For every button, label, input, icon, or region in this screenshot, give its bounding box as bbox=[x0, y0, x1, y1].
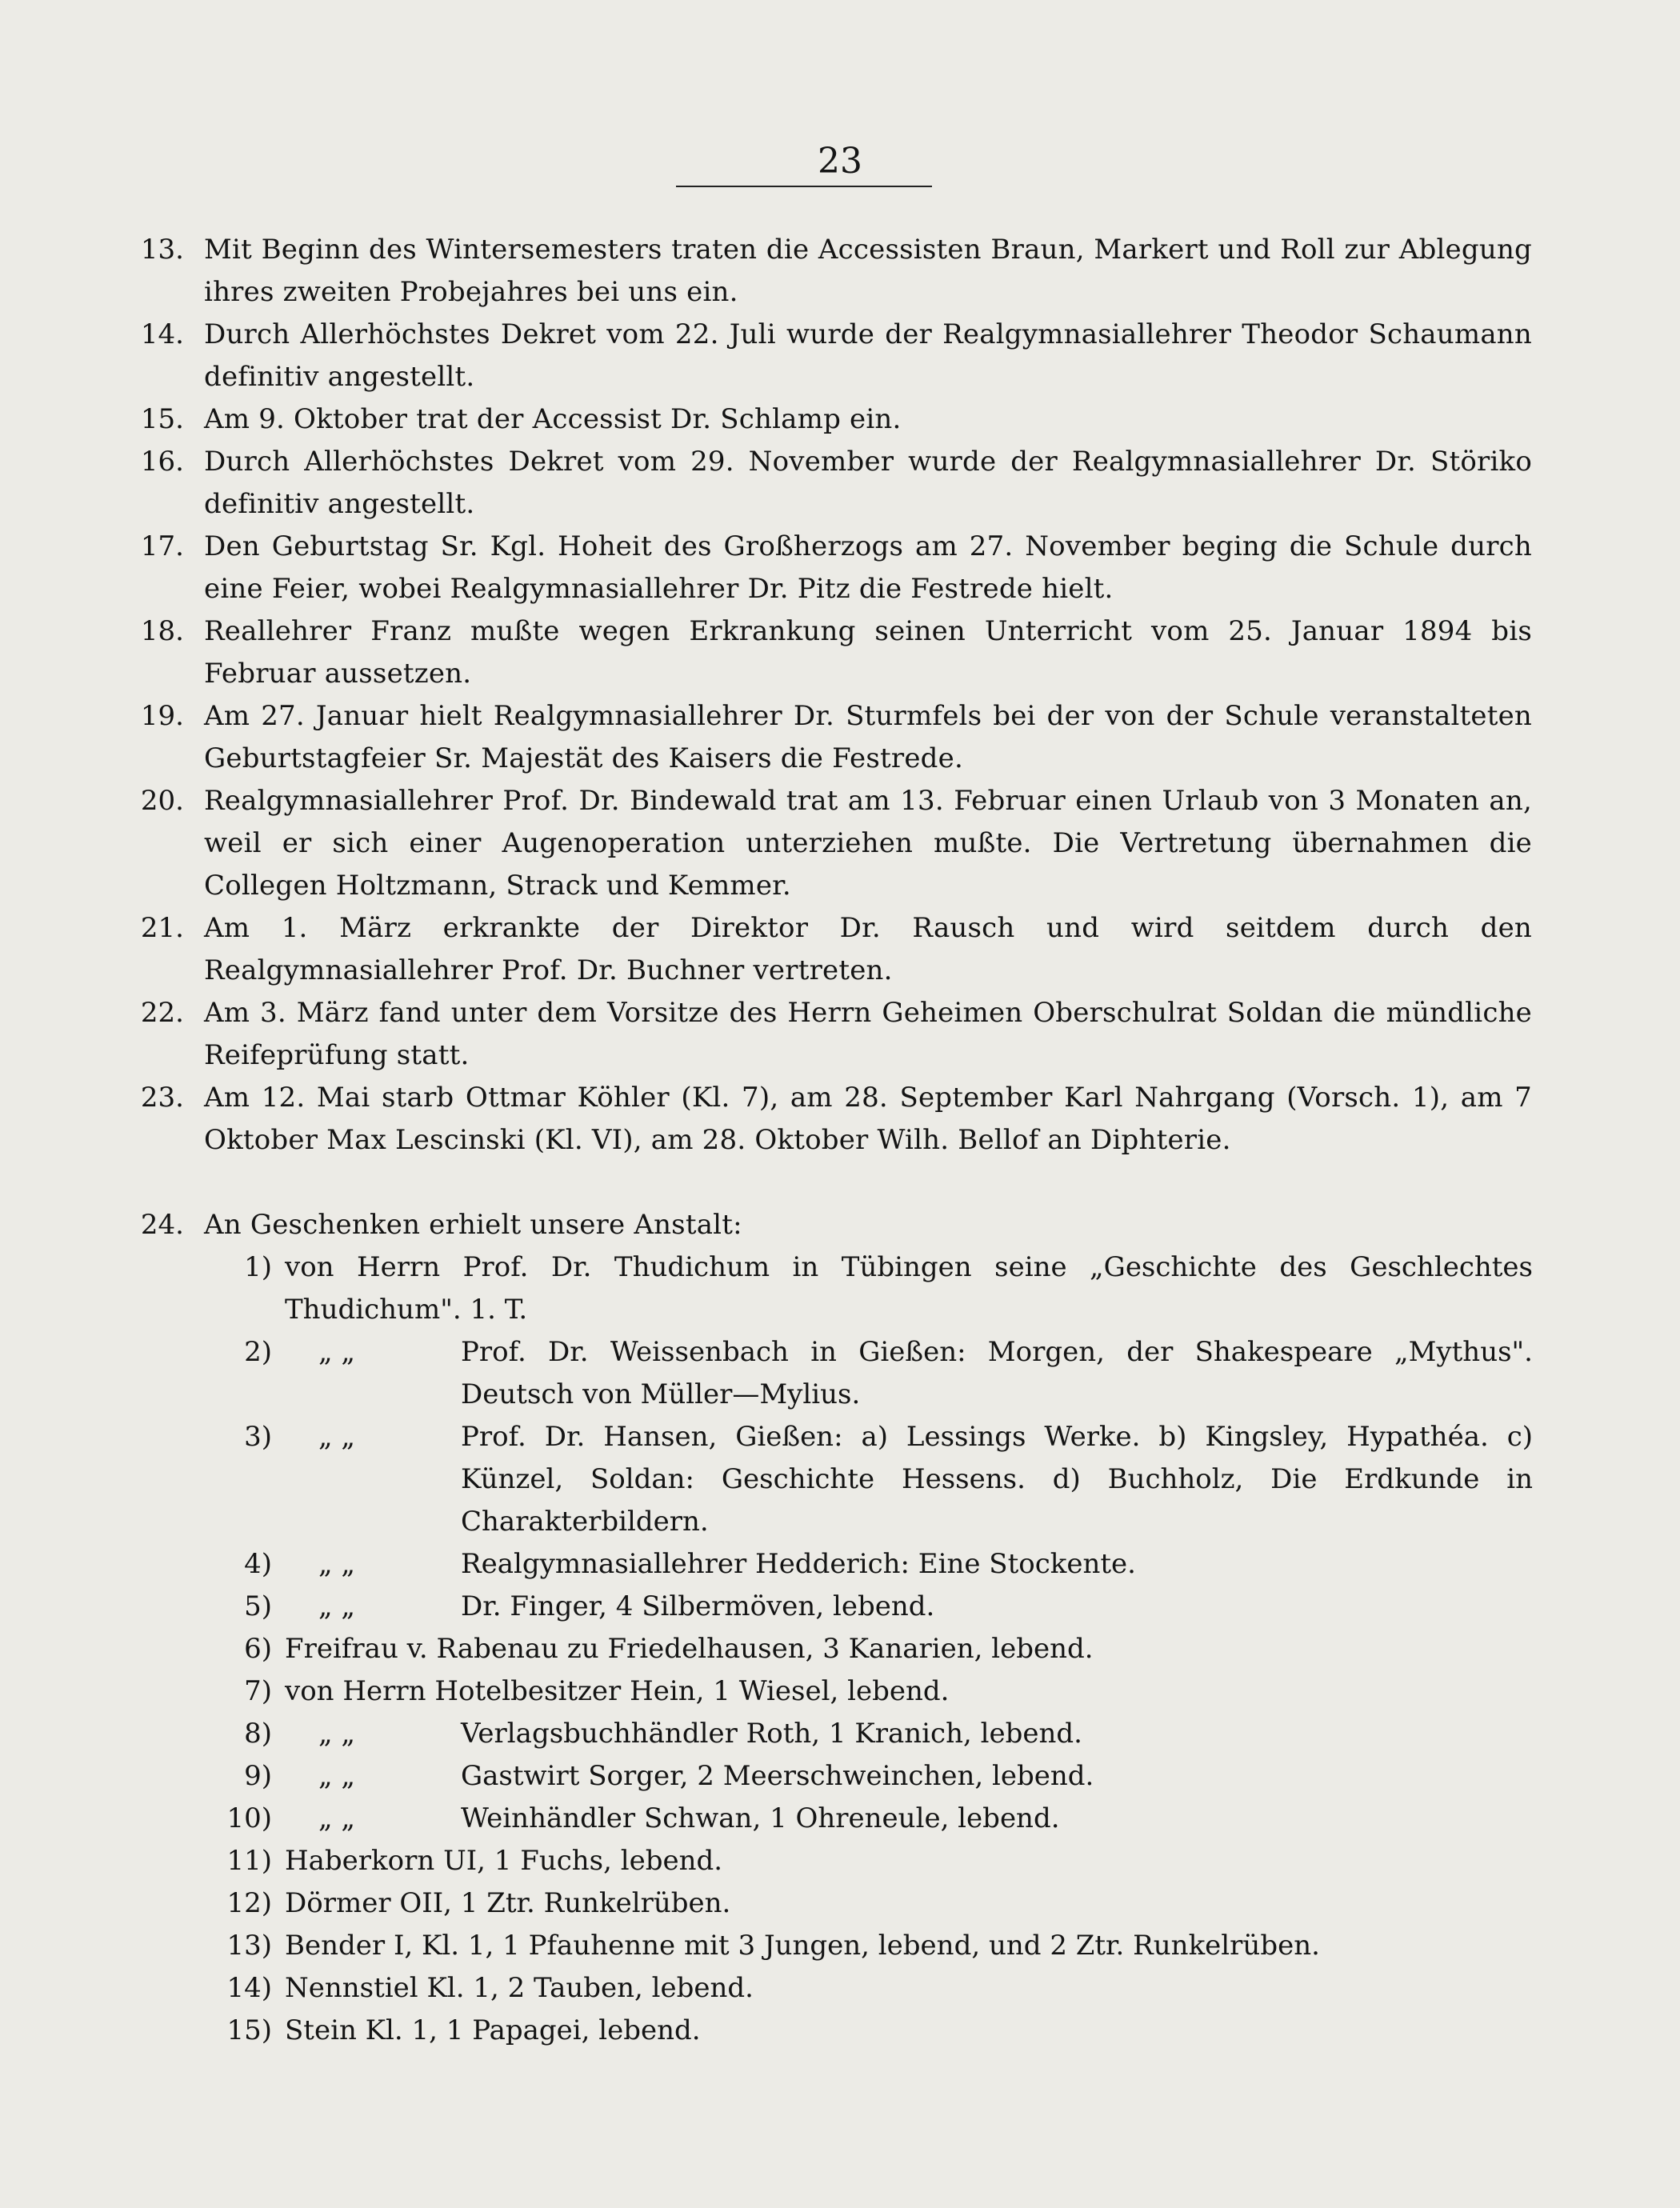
gift-item bbox=[0, 1331, 1680, 1416]
gift-number: 7) bbox=[244, 1675, 272, 1707]
gift-item bbox=[0, 1246, 1680, 1331]
gift-item bbox=[0, 1670, 1680, 1713]
item-number: 24. bbox=[140, 1209, 184, 1241]
ditto-marks: „ „ bbox=[318, 1421, 356, 1453]
item-number: 15. bbox=[140, 403, 184, 435]
item-number: 20. bbox=[140, 785, 184, 817]
gift-text: Prof. Dr. Weissenbach in Gießen: Morgen, der Shakespeare „Mythus". Deutsch von Müller—Mylius. bbox=[461, 1336, 1533, 1410]
item-text: Reallehrer Franz mußte wegen Erkrankung seinen Unterricht vom 25. Januar 1894 bis Februar aussetzen. bbox=[204, 615, 1532, 690]
gift-text: Dörmer OII, 1 Ztr. Runkelrüben. bbox=[285, 1887, 731, 1919]
gift-number: 13) bbox=[226, 1930, 272, 1962]
item-text: An Geschenken erhielt unsere Anstalt: bbox=[204, 1209, 742, 1241]
gift-list bbox=[0, 1246, 1680, 2052]
gift-number: 12) bbox=[226, 1887, 272, 1919]
ditto-marks: „ „ bbox=[318, 1548, 356, 1580]
item-number: 14. bbox=[140, 318, 184, 350]
gift-item bbox=[0, 1543, 1680, 1586]
gift-item bbox=[0, 2010, 1680, 2052]
item-number: 22. bbox=[140, 997, 184, 1029]
gift-item bbox=[0, 1967, 1680, 2010]
item-number: 19. bbox=[140, 700, 184, 732]
item-number: 23. bbox=[140, 1082, 184, 1114]
list-item bbox=[0, 695, 1680, 780]
item-text: Am 3. März fand unter dem Vorsitze des Herrn Geheimen Oberschulrat Soldan die mündliche Reifeprüfung statt. bbox=[204, 997, 1532, 1071]
item-text: Durch Allerhöchstes Dekret vom 22. Juli wurde der Realgymnasiallehrer Theodor Schaumann definitiv angestellt. bbox=[204, 318, 1532, 393]
gift-text: Verlagsbuchhändler Roth, 1 Kranich, lebend. bbox=[461, 1718, 1082, 1750]
gift-item bbox=[0, 1628, 1680, 1670]
gift-number: 9) bbox=[244, 1760, 272, 1792]
list-item bbox=[0, 992, 1680, 1077]
item-text: Den Geburtstag Sr. Kgl. Hoheit des Großherzogs am 27. November beging die Schule durch eine Feier, wobei Realgymnasiallehrer Dr. Pitz die Festrede hielt. bbox=[204, 530, 1532, 605]
gift-item bbox=[0, 1798, 1680, 1840]
gift-text: Freifrau v. Rabenau zu Friedelhausen, 3 Kanarien, lebend. bbox=[285, 1633, 1094, 1665]
item-text: Am 12. Mai starb Ottmar Köhler (Kl. 7), am 28. September Karl Nahrgang (Vorsch. 1), am 7 Oktober Max Lescinski (Kl. VI), am 28. Oktober Wilh. Bellof an Diphterie. bbox=[204, 1082, 1532, 1156]
list-item bbox=[0, 314, 1680, 398]
ditto-marks: „ „ bbox=[318, 1718, 356, 1750]
gift-item bbox=[0, 1416, 1680, 1543]
ditto-marks: „ „ bbox=[318, 1336, 356, 1368]
gift-number: 11) bbox=[226, 1845, 272, 1877]
item-text: Durch Allerhöchstes Dekret vom 29. November wurde der Realgymnasiallehrer Dr. Störiko definitiv angestellt. bbox=[204, 446, 1532, 520]
gift-item bbox=[0, 1713, 1680, 1755]
gift-text: Stein Kl. 1, 1 Papagei, lebend. bbox=[285, 2014, 701, 2046]
gift-text: Realgymnasiallehrer Hedderich: Eine Stockente. bbox=[461, 1548, 1136, 1580]
list-item bbox=[0, 398, 1680, 441]
gift-number: 4) bbox=[244, 1548, 272, 1580]
gift-text: Nennstiel Kl. 1, 2 Tauben, lebend. bbox=[285, 1972, 754, 2004]
ditto-marks: „ „ bbox=[318, 1802, 356, 1834]
gift-number: 15) bbox=[226, 2014, 272, 2046]
ditto-marks: „ „ bbox=[318, 1590, 356, 1622]
list-item bbox=[0, 610, 1680, 695]
item-number: 17. bbox=[140, 530, 184, 562]
list-item bbox=[0, 229, 1680, 314]
list-item bbox=[0, 1204, 1680, 1246]
list-item bbox=[0, 526, 1680, 610]
page-number: 23 bbox=[818, 141, 862, 182]
gift-text: Weinhändler Schwan, 1 Ohreneule, lebend. bbox=[461, 1802, 1060, 1834]
gift-number: 14) bbox=[226, 1972, 272, 2004]
gift-number: 10) bbox=[226, 1802, 272, 1834]
gift-number: 6) bbox=[244, 1633, 272, 1665]
gift-number: 1) bbox=[244, 1251, 272, 1283]
gift-item bbox=[0, 1840, 1680, 1882]
list-item bbox=[0, 907, 1680, 992]
item-number: 16. bbox=[140, 446, 184, 478]
gift-item bbox=[0, 1755, 1680, 1798]
item-number: 21. bbox=[140, 912, 184, 944]
item-number: 13. bbox=[140, 234, 184, 266]
ditto-marks: „ „ bbox=[318, 1760, 356, 1792]
gift-number: 2) bbox=[244, 1336, 272, 1368]
gift-text: Bender I, Kl. 1, 1 Pfauhenne mit 3 Jungen, lebend, und 2 Ztr. Runkelrüben. bbox=[285, 1930, 1320, 1962]
gift-text: Haberkorn UI, 1 Fuchs, lebend. bbox=[285, 1845, 723, 1877]
list-item bbox=[0, 441, 1680, 526]
item-text: Am 9. Oktober trat der Accessist Dr. Schlamp ein. bbox=[204, 403, 902, 435]
gift-item bbox=[0, 1586, 1680, 1628]
item-text: Mit Beginn des Wintersemesters traten die Accessisten Braun, Markert und Roll zur Ablegung ihres zweiten Probejahres bei uns ein. bbox=[204, 234, 1532, 308]
gift-text: von Herrn Prof. Dr. Thudichum in Tübingen seine „Geschichte des Geschlechtes Thudichum". 1. T. bbox=[285, 1251, 1533, 1326]
gift-text: von Herrn Hotelbesitzer Hein, 1 Wiesel, lebend. bbox=[285, 1675, 950, 1707]
gift-number: 3) bbox=[244, 1421, 272, 1453]
item-text: Am 1. März erkrankte der Direktor Dr. Rausch und wird seitdem durch den Realgymnasiallehrer Prof. Dr. Buchner vertreten. bbox=[204, 912, 1532, 986]
gift-item bbox=[0, 1882, 1680, 1925]
gift-text: Gastwirt Sorger, 2 Meerschweinchen, lebend. bbox=[461, 1760, 1094, 1792]
list-item bbox=[0, 1077, 1680, 1204]
gift-text: Prof. Dr. Hansen, Gießen: a) Lessings Werke. b) Kingsley, Hypathéa. c) Künzel, Soldan: Geschichte Hessens. d) Buchholz, Die Erdkunde in Charakterbildern. bbox=[461, 1421, 1533, 1538]
list-item bbox=[0, 780, 1680, 907]
item-text: Realgymnasiallehrer Prof. Dr. Bindewald trat am 13. Februar einen Urlaub von 3 Monaten an, weil er sich einer Augenoperation unterziehen mußte. Die Vertretung übernahmen die Collegen Holtzmann, Strack und Kemmer. bbox=[204, 785, 1532, 902]
gift-number: 5) bbox=[244, 1590, 272, 1622]
gift-text: Dr. Finger, 4 Silbermöven, lebend. bbox=[461, 1590, 935, 1622]
item-number: 18. bbox=[140, 615, 184, 647]
gift-number: 8) bbox=[244, 1718, 272, 1750]
header-rule bbox=[676, 186, 932, 187]
item-text: Am 27. Januar hielt Realgymnasiallehrer Dr. Sturmfels bei der von der Schule veranstalteten Geburtstagfeier Sr. Majestät des Kaisers die Festrede. bbox=[204, 700, 1532, 774]
gift-item bbox=[0, 1925, 1680, 1967]
entry-list bbox=[0, 229, 1680, 1246]
